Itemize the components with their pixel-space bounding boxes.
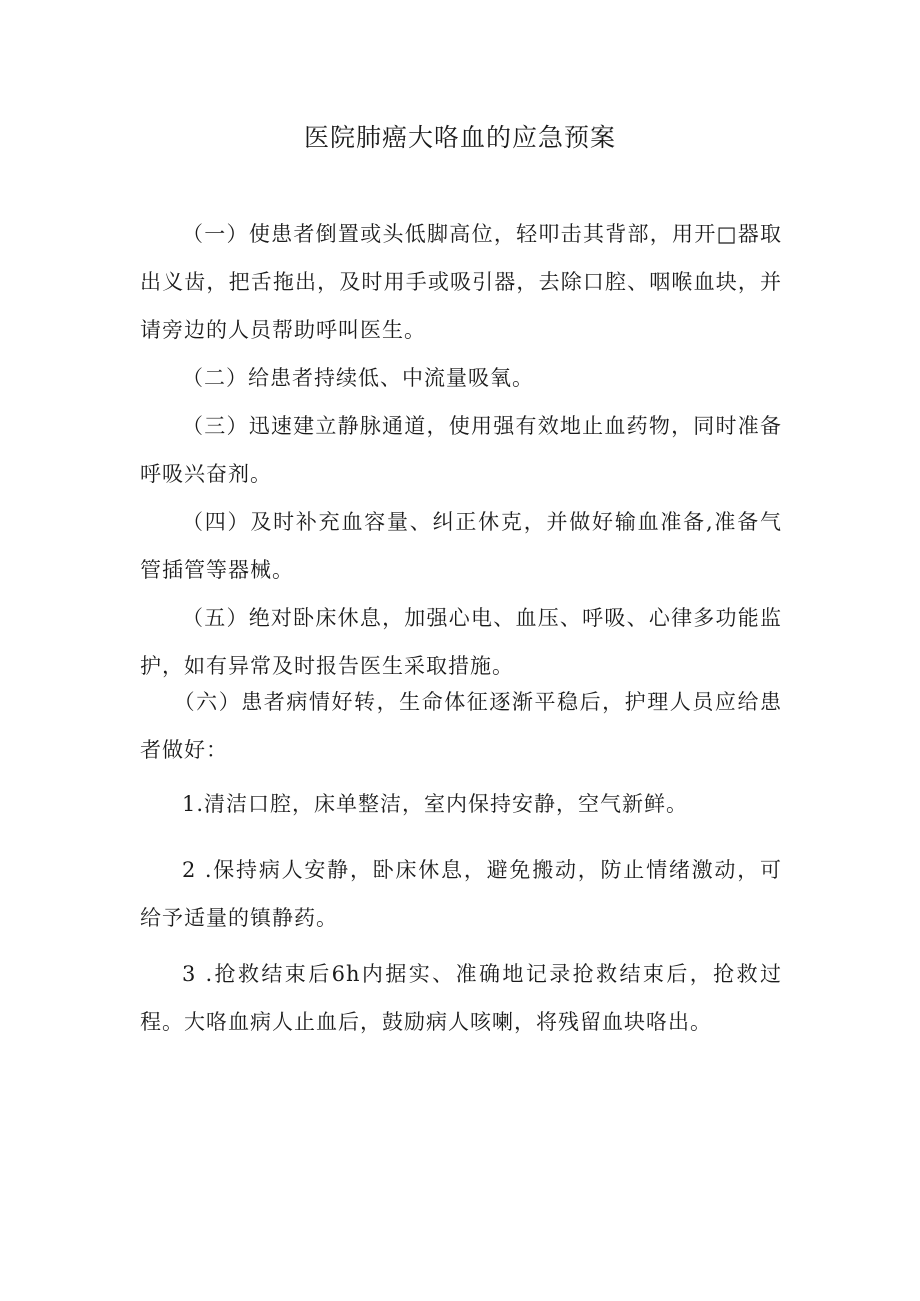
document-title: 医院肺癌大咯血的应急预案 xyxy=(303,123,616,152)
paragraph-step-2: （二）给患者持续低、中流量吸氧。 xyxy=(182,366,534,390)
list-item-3: 3 .抢救结束后6h内据实、准确地记录抢救结束后，抢救过程。大咯血病人止血后，鼓励病人咳喇，将残留血块咯出。 xyxy=(140,962,782,1034)
paragraph-step-1: （一）使患者倒置或头低脚高位，轻叩击其背部，用开□器取出义齿，把舌拖出，及时用手或吸引器，去除口腔、咽喉血块，并请旁边的人员帮助呼叫医生。 xyxy=(140,222,782,342)
paragraph-step-5: （五）绝对卧床休息，加强心电、血压、呼吸、心律多功能监护，如有异常及时报告医生采取措施。 xyxy=(140,606,782,678)
list-item-2: 2 .保持病人安静，卧床休息，避免搬动，防止情绪激动，可给予适量的镇静药。 xyxy=(140,858,782,930)
paragraph-step-3: （三）迅速建立静脉通道，使用强有效地止血药物，同时准备呼吸兴奋剂。 xyxy=(140,414,782,486)
paragraph-step-6: （六）患者病情好转，生命体征逐渐平稳后，护理人员应给患者做好： xyxy=(140,690,782,762)
list-item-1: 1.清洁口腔，床单整洁，室内保持安静，空气新鲜。 xyxy=(182,792,689,816)
paragraph-step-4: （四）及时补充血容量、纠正休克，并做好输血准备,准备气管插管等器械。 xyxy=(140,510,782,582)
